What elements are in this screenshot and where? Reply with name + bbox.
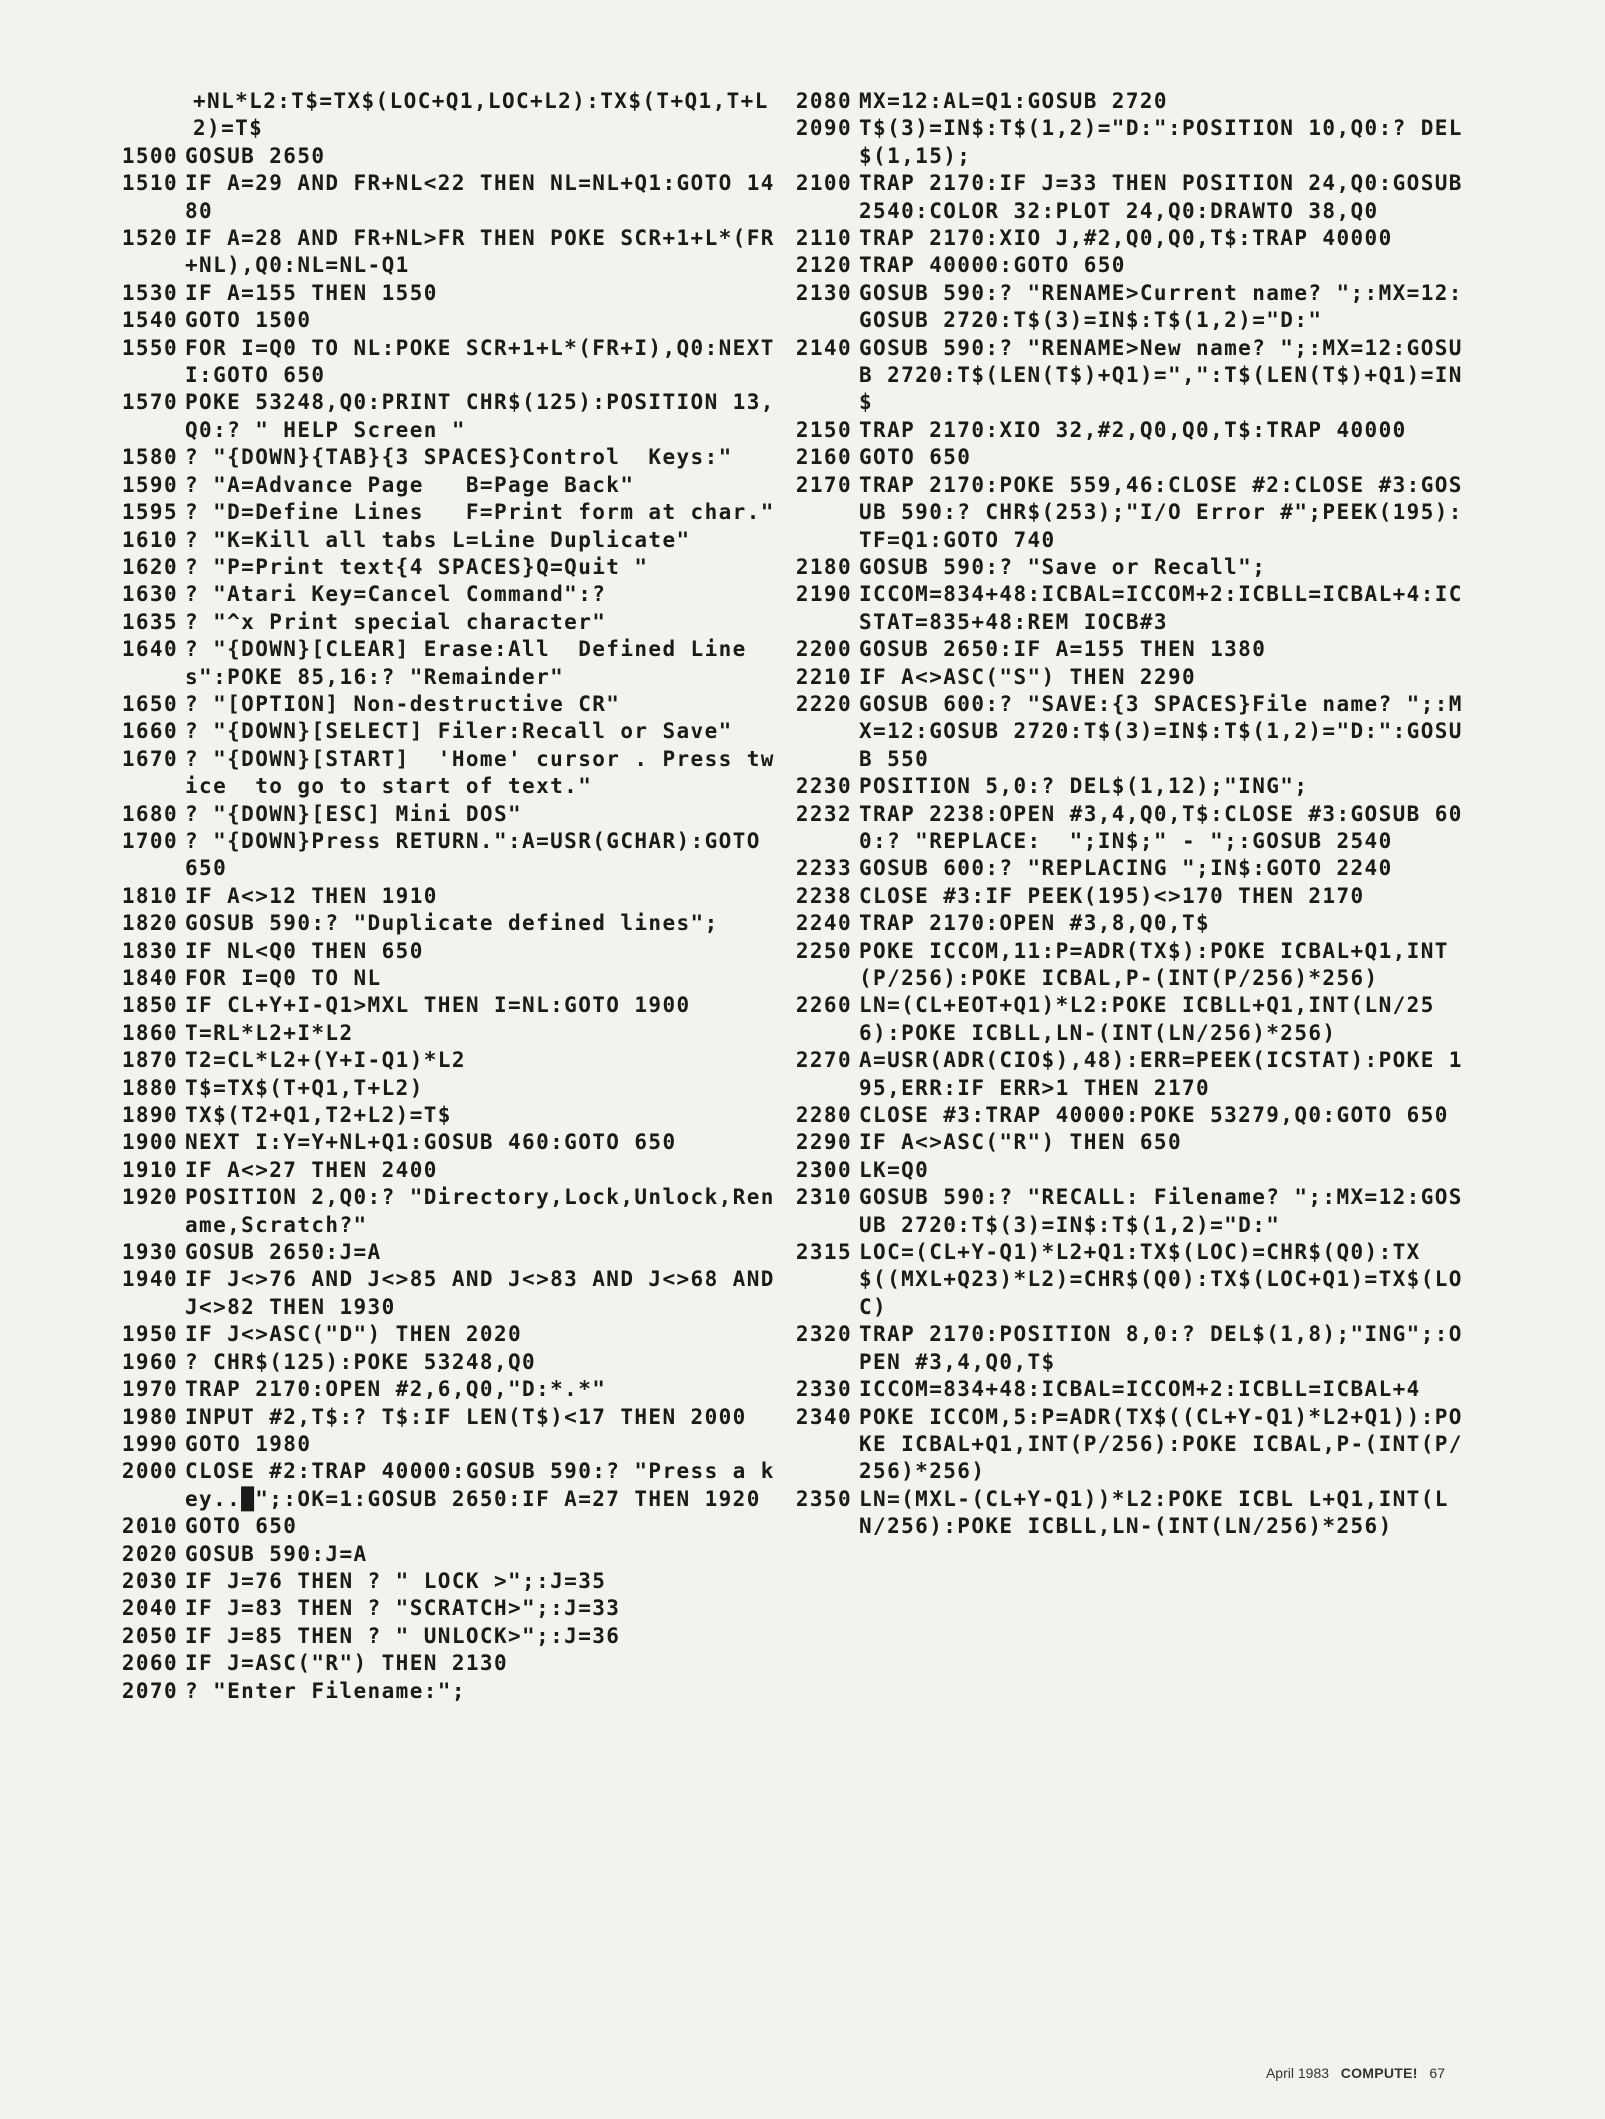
code-line (784, 115, 1474, 170)
code-line (110, 170, 786, 225)
code-line (784, 1321, 1474, 1376)
code-line (784, 1486, 1474, 1541)
code-text: GOSUB 590:J=A (185, 1541, 368, 1566)
code-line (110, 691, 786, 718)
line-number: 2090 (795, 116, 852, 141)
code-text: CLOSE #3:TRAP 40000:POKE 53279,Q0:GOTO 650 (859, 1103, 1449, 1128)
code-text: GOSUB 590:? "Duplicate defined lines"; (185, 911, 719, 936)
code-line (110, 746, 786, 801)
code-text: GOSUB 590:? "RENAME>Current name? ";:MX=12:GOSUB 2720:T$(3)=IN$:T$(1,2)="D:" (859, 280, 1463, 333)
code-text: +NL*L2:T$=TX$(LOC+Q1,LOC+L2):TX$(T+Q1,T+L2)=T$ (193, 89, 769, 141)
code-text: ? "P=Print text{4 SPACES}Q=Quit " (185, 554, 649, 579)
line-number: 2320 (795, 1322, 852, 1347)
code-text: ? "{DOWN}[CLEAR] Erase:All Defined Lines":POKE 85,16:? "Remainder" (185, 637, 747, 689)
line-number: 2340 (795, 1404, 852, 1429)
code-line (110, 389, 786, 444)
page-footer (1266, 2065, 1445, 2081)
code-text: INPUT #2,T$:? T$:IF LEN(T$)<17 THEN 2000 (185, 1404, 747, 1429)
code-line (784, 444, 1474, 471)
line-number: 2120 (795, 253, 852, 278)
line-number: 1870 (121, 1048, 178, 1073)
code-text: ? "{DOWN}[START] 'Home' cursor . Press twice to go to start of text." (185, 746, 775, 799)
line-number: 2220 (795, 691, 852, 716)
code-line (110, 499, 786, 526)
code-text: NEXT I:Y=Y+NL+Q1:GOSUB 460:GOTO 650 (185, 1130, 677, 1155)
code-text: ? "{DOWN}{TAB}{3 SPACES}Control Keys:" (185, 445, 733, 470)
code-line (784, 1102, 1474, 1129)
code-text: CLOSE #2:TRAP 40000:GOSUB 590:? "Press a key..█";:OK=1:GOSUB 2650:IF A=27 THEN 1920 (185, 1459, 775, 1511)
code-line (110, 1184, 786, 1239)
code-line (784, 335, 1474, 417)
code-text: TRAP 2238:OPEN #3,4,Q0,T$:CLOSE #3:GOSUB 600:? "REPLACE: ";IN$;" - ";:GOSUB 2540 (859, 801, 1463, 853)
code-text: IF A=155 THEN 1550 (185, 280, 438, 305)
code-text: GOSUB 600:? "SAVE:{3 SPACES}File name? ";:MX=12:GOSUB 2720:T$(3)=IN$:T$(1,2)="D:":GOSUB 550 (859, 691, 1463, 771)
line-number: 1920 (121, 1185, 178, 1210)
code-text: T$(3)=IN$:T$(1,2)="D:":POSITION 10,Q0:? DEL$(1,15); (859, 116, 1463, 168)
line-number: 2140 (795, 335, 852, 360)
code-line (784, 280, 1474, 335)
line-number: 1850 (121, 993, 178, 1018)
line-number: 2300 (795, 1157, 852, 1182)
code-line (110, 1102, 786, 1129)
code-line (110, 88, 786, 143)
line-number: 2190 (795, 582, 852, 607)
line-number: 1570 (121, 390, 178, 415)
code-text: T$=TX$(T+Q1,T+L2) (185, 1075, 424, 1100)
code-text: T=RL*L2+I*L2 (185, 1020, 354, 1045)
code-line (110, 225, 786, 280)
line-number: 1860 (121, 1020, 178, 1045)
line-number: 2200 (795, 637, 852, 662)
line-number: 2260 (795, 993, 852, 1018)
code-text: GOTO 650 (859, 445, 972, 470)
line-number: 1680 (121, 801, 178, 826)
code-text: IF J=85 THEN ? " UNLOCK>";:J=36 (185, 1623, 621, 1648)
code-text: ? "K=Kill all tabs L=Line Duplicate" (185, 527, 691, 552)
line-number: 1810 (121, 883, 178, 908)
line-number: 1590 (121, 472, 178, 497)
code-line (110, 1678, 786, 1705)
line-number: 1520 (121, 226, 178, 251)
code-line (110, 307, 786, 334)
code-line (110, 280, 786, 307)
code-line (110, 444, 786, 471)
line-number: 2160 (795, 445, 852, 470)
code-text: IF NL<Q0 THEN 650 (185, 938, 424, 963)
code-line (110, 1623, 786, 1650)
code-text: POSITION 2,Q0:? "Directory,Lock,Unlock,Rename,Scratch?" (185, 1185, 775, 1237)
line-number: 1930 (121, 1240, 178, 1265)
code-line (784, 938, 1474, 993)
code-line (784, 1129, 1474, 1156)
code-text: TRAP 2170:OPEN #3,8,Q0,T$ (859, 911, 1211, 936)
code-line (110, 1020, 786, 1047)
code-line (110, 1595, 786, 1622)
code-line (784, 636, 1474, 663)
code-text: TRAP 40000:GOTO 650 (859, 253, 1126, 278)
code-line (110, 1321, 786, 1348)
code-text: ? "D=Define Lines F=Print form at char." (185, 500, 775, 525)
line-number: 1980 (121, 1404, 178, 1429)
code-line (110, 883, 786, 910)
code-line (110, 1568, 786, 1595)
line-number: 2000 (121, 1459, 178, 1484)
code-text: IF A=29 AND FR+NL<22 THEN NL=NL+Q1:GOTO 1480 (185, 171, 775, 223)
line-number: 1540 (121, 308, 178, 333)
code-line (110, 965, 786, 992)
code-line (784, 910, 1474, 937)
line-number: 2070 (121, 1678, 178, 1703)
line-number: 2310 (795, 1185, 852, 1210)
code-text: ? "A=Advance Page B=Page Back" (185, 472, 635, 497)
line-number: 1910 (121, 1157, 178, 1182)
code-text: ICCOM=834+48:ICBAL=ICCOM+2:ICBLL=ICBAL+4 (859, 1377, 1421, 1402)
code-text: ? "{DOWN}[ESC] Mini DOS" (185, 801, 523, 826)
line-number: 1880 (121, 1075, 178, 1100)
code-line (110, 1376, 786, 1403)
line-number: 2232 (795, 801, 852, 826)
code-line (110, 1541, 786, 1568)
line-number: 1630 (121, 582, 178, 607)
line-number: 2210 (795, 664, 852, 689)
line-number: 1640 (121, 637, 178, 662)
code-line (110, 801, 786, 828)
code-text: ? CHR$(125):POKE 53248,Q0 (185, 1349, 537, 1374)
line-number: 1820 (121, 911, 178, 936)
line-number: 2050 (121, 1623, 178, 1648)
code-line (110, 1129, 786, 1156)
code-text: TRAP 2170:XIO J,#2,Q0,Q0,T$:TRAP 40000 (859, 226, 1393, 251)
code-text: CLOSE #3:IF PEEK(195)<>170 THEN 2170 (859, 883, 1365, 908)
code-line (784, 855, 1474, 882)
code-line (110, 1349, 786, 1376)
code-text: IF A<>27 THEN 2400 (185, 1157, 438, 1182)
line-number: 2180 (795, 554, 852, 579)
code-text: IF J<>76 AND J<>85 AND J<>83 AND J<>68 AND J<>82 THEN 1930 (185, 1267, 789, 1319)
footer-page-number: 67 (1429, 2065, 1445, 2081)
line-number: 2240 (795, 911, 852, 936)
code-text: ? "Enter Filename:"; (185, 1678, 466, 1703)
code-text: IF J<>ASC("D") THEN 2020 (185, 1322, 523, 1347)
line-number: 2330 (795, 1377, 852, 1402)
line-number: 1500 (121, 143, 178, 168)
code-line (110, 1075, 786, 1102)
line-number: 1700 (121, 828, 178, 853)
code-line (784, 1157, 1474, 1184)
code-text: TRAP 2170:XIO 32,#2,Q0,Q0,T$:TRAP 40000 (859, 417, 1407, 442)
listing-column-right (784, 88, 1477, 1541)
code-line (110, 1458, 786, 1513)
line-number: 2250 (795, 938, 852, 963)
code-line (784, 554, 1474, 581)
code-line (784, 472, 1474, 554)
code-text: ICCOM=834+48:ICBAL=ICCOM+2:ICBLL=ICBAL+4:ICSTAT=835+48:REM IOCB#3 (859, 582, 1463, 634)
line-number: 2290 (795, 1130, 852, 1155)
line-number: 1610 (121, 527, 178, 552)
code-line (110, 527, 786, 554)
code-line (784, 773, 1474, 800)
code-line (110, 581, 786, 608)
code-line (110, 636, 786, 691)
code-text: LOC=(CL+Y-Q1)*L2+Q1:TX$(LOC)=CHR$(Q0):TX$((MXL+Q23)*L2)=CHR$(Q0):TX$(LOC+Q1)=TX$(LOC) (859, 1240, 1463, 1319)
line-number: 1900 (121, 1130, 178, 1155)
code-text: GOSUB 2650 (185, 143, 326, 168)
line-number: 1510 (121, 171, 178, 196)
code-line (110, 1513, 786, 1540)
code-line (110, 828, 786, 883)
code-text: LN=(MXL-(CL+Y-Q1))*L2:POKE ICBL L+Q1,INT(LN/256):POKE ICBLL,LN-(INT(LN/256)*256) (859, 1486, 1449, 1539)
code-line (110, 718, 786, 745)
line-number: 2110 (795, 226, 852, 251)
code-text: POKE ICCOM,5:P=ADR(TX$((CL+Y-Q1)*L2+Q1)):POKE ICBAL+Q1,INT(P/256):POKE ICBAL,P-(INT(P/256)*256) (859, 1404, 1463, 1484)
code-line (784, 883, 1474, 910)
line-number: 1840 (121, 966, 178, 990)
code-text: GOSUB 2650:IF A=155 THEN 1380 (859, 637, 1267, 662)
line-number: 1830 (121, 938, 178, 963)
line-number: 1950 (121, 1322, 178, 1347)
code-line (110, 554, 786, 581)
code-line (110, 335, 789, 390)
code-text: LK=Q0 (859, 1157, 930, 1182)
line-number: 1635 (121, 609, 178, 634)
code-text: IF J=76 THEN ? " LOCK >";:J=35 (185, 1568, 607, 1593)
code-line (110, 1404, 786, 1431)
line-number: 2100 (795, 171, 852, 196)
line-number: 1530 (121, 280, 178, 305)
code-text: GOSUB 590:? "RECALL: Filename? ";:MX=12:GOSUB 2720:T$(3)=IN$:T$(1,2)="D:" (859, 1185, 1463, 1237)
code-text: GOSUB 590:? "Save or Recall"; (859, 554, 1267, 579)
code-line (784, 1376, 1474, 1403)
code-line (784, 1047, 1474, 1102)
code-text: IF A<>ASC("R") THEN 650 (859, 1130, 1182, 1155)
line-number: 2270 (795, 1048, 852, 1073)
code-text: POSITION 5,0:? DEL$(1,12);"ING"; (859, 774, 1309, 799)
code-text: IF A<>12 THEN 1910 (185, 883, 438, 908)
code-line (784, 88, 1474, 115)
line-number: 2233 (795, 856, 852, 881)
line-number: 1660 (121, 719, 178, 744)
code-line (784, 992, 1474, 1047)
line-number: 2040 (121, 1596, 178, 1621)
code-text: GOTO 1500 (185, 308, 312, 333)
code-line (784, 664, 1474, 691)
code-text: T2=CL*L2+(Y+I-Q1)*L2 (185, 1048, 466, 1073)
line-number: 1650 (121, 691, 178, 716)
code-text: GOSUB 590:? "RENAME>New name? ";:MX=12:GOSUB 2720:T$(LEN(T$)+Q1)=",":T$(LEN(T$)+Q1)=IN$ (859, 335, 1463, 415)
code-line (784, 801, 1474, 856)
code-text: TX$(T2+Q1,T2+L2)=T$ (185, 1103, 452, 1128)
code-text: MX=12:AL=Q1:GOSUB 2720 (859, 89, 1168, 113)
code-line (110, 143, 786, 170)
code-text: IF A=28 AND FR+NL>FR THEN POKE SCR+1+L*(FR+NL),Q0:NL=NL-Q1 (185, 226, 775, 278)
code-text: TRAP 2170:OPEN #2,6,Q0,"D:*.*" (185, 1377, 607, 1402)
code-text: ? "{DOWN}[SELECT] Filer:Recall or Save" (185, 719, 733, 744)
code-line (110, 1650, 786, 1677)
listing-column-left (110, 88, 789, 1705)
code-line (110, 1157, 786, 1184)
code-text: IF CL+Y+I-Q1>MXL THEN I=NL:GOTO 1900 (185, 993, 691, 1018)
line-number: 1940 (121, 1267, 178, 1292)
code-text: GOSUB 600:? "REPLACING ";IN$:GOTO 2240 (859, 856, 1393, 881)
code-text: TRAP 2170:IF J=33 THEN POSITION 24,Q0:GOSUB 2540:COLOR 32:PLOT 24,Q0:DRAWTO 38,Q0 (859, 171, 1477, 223)
code-line (110, 1266, 789, 1321)
line-number: 2010 (121, 1514, 178, 1539)
line-number: 1970 (121, 1377, 178, 1402)
line-number: 2080 (795, 89, 852, 113)
line-number: 1595 (121, 500, 178, 525)
code-text: GOTO 1980 (185, 1431, 312, 1456)
line-number: 2230 (795, 774, 852, 799)
code-text: ? "^x Print special character" (185, 609, 607, 634)
code-text: FOR I=Q0 TO NL (185, 966, 382, 990)
code-line (110, 910, 786, 937)
code-line (784, 225, 1474, 252)
code-text: FOR I=Q0 TO NL:POKE SCR+1+L*(FR+I),Q0:NEXT I:GOTO 650 (185, 335, 789, 388)
line-number: 2150 (795, 417, 852, 442)
footer-date: April 1983 (1265, 2065, 1330, 2081)
line-number: 1620 (121, 554, 178, 579)
code-line (110, 472, 786, 499)
code-line (784, 1239, 1474, 1321)
line-number: 2060 (121, 1651, 178, 1676)
code-line (110, 938, 786, 965)
code-text: TRAP 2170:POSITION 8,0:? DEL$(1,8);"ING";:OPEN #3,4,Q0,T$ (859, 1322, 1463, 1374)
code-text: GOSUB 2650:J=A (185, 1240, 382, 1265)
line-number: 1990 (121, 1431, 178, 1456)
line-number: 1960 (121, 1349, 178, 1374)
line-number: 1580 (121, 445, 178, 470)
code-line (784, 691, 1474, 773)
line-number: 2130 (795, 280, 852, 305)
line-number: 1550 (121, 335, 178, 360)
line-number: 2030 (121, 1568, 178, 1593)
code-text: ? "{DOWN}Press RETURN.":A=USR(GCHAR):GOTO 650 (185, 828, 775, 881)
code-line (784, 417, 1474, 444)
code-text: ? "Atari Key=Cancel Command":? (185, 582, 607, 607)
code-text: POKE 53248,Q0:PRINT CHR$(125):POSITION 13,Q0:? " HELP Screen " (185, 390, 775, 442)
line-number: 1670 (121, 746, 178, 771)
code-text: ? "[OPTION] Non-destructive CR" (185, 691, 621, 716)
code-line (110, 609, 786, 636)
line-number: 1890 (121, 1103, 178, 1128)
code-line (110, 1431, 786, 1458)
line-number: 2315 (795, 1240, 852, 1265)
code-text: IF J=83 THEN ? "SCRATCH>";:J=33 (185, 1596, 621, 1621)
code-text: IF A<>ASC("S") THEN 2290 (859, 664, 1197, 689)
code-line (784, 252, 1474, 279)
code-text: A=USR(ADR(CIO$),48):ERR=PEEK(ICSTAT):POKE 195,ERR:IF ERR>1 THEN 2170 (859, 1048, 1463, 1100)
code-line (784, 170, 1477, 225)
code-line (784, 1404, 1474, 1486)
code-line (110, 1239, 786, 1266)
line-number: 2280 (795, 1103, 852, 1128)
footer-magazine: COMPUTE! (1340, 2065, 1418, 2081)
line-number: 2020 (121, 1541, 178, 1566)
code-line (110, 992, 786, 1019)
code-line (784, 1184, 1474, 1239)
code-text: IF J=ASC("R") THEN 2130 (185, 1651, 508, 1676)
code-line (784, 581, 1474, 636)
code-text: POKE ICCOM,11:P=ADR(TX$):POKE ICBAL+Q1,INT(P/256):POKE ICBAL,P-(INT(P/256)*256) (859, 938, 1449, 990)
code-line (110, 1047, 786, 1074)
line-number: 2170 (795, 472, 852, 497)
code-text: GOTO 650 (185, 1514, 298, 1539)
code-text: LN=(CL+EOT+Q1)*L2:POKE ICBLL+Q1,INT(LN/256):POKE ICBLL,LN-(INT(LN/256)*256) (859, 993, 1435, 1045)
code-text: TRAP 2170:POKE 559,46:CLOSE #2:CLOSE #3:GOSUB 590:? CHR$(253);"I/O Error #";PEEK(195):TF=Q1:GOTO 740 (859, 472, 1463, 552)
line-number: 2238 (795, 883, 852, 908)
line-number: 2350 (795, 1486, 852, 1511)
